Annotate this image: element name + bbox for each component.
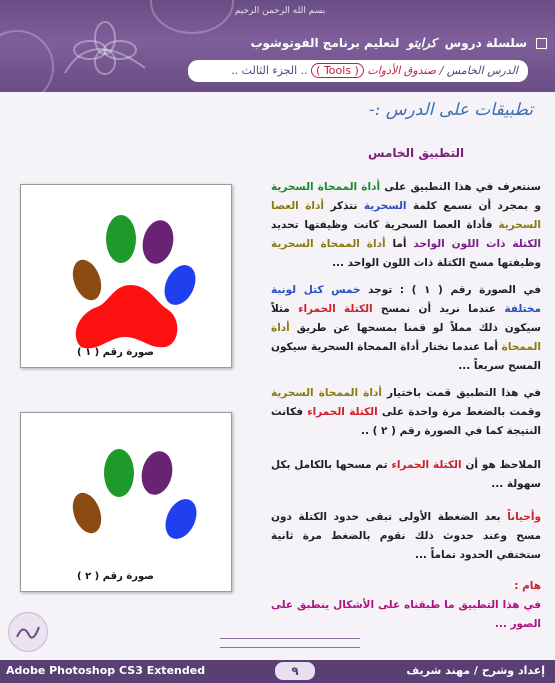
note-label [271, 577, 541, 596]
figure-2 [20, 412, 232, 592]
p2-segment: الكتلة الحمراء [298, 303, 373, 315]
p2-segment: توجد [360, 284, 400, 296]
p5-segment: وأحياناً [507, 511, 541, 523]
paragraph-3 [271, 384, 541, 441]
footer-divider [220, 638, 360, 648]
p1-segment: السحرية [363, 200, 407, 212]
p4-segment: تم مسحها بالكامل بكل سهولة ... [271, 459, 541, 490]
paw-image-2 [21, 413, 231, 591]
lesson-topic: صندوق الأدوات [367, 64, 437, 77]
paragraph-4 [271, 456, 541, 494]
p1-segment: أما [385, 238, 414, 250]
lesson-part: .. الجزء الثالث .. [231, 64, 308, 77]
paragraph-5 [271, 508, 541, 565]
flower-decoration-icon [60, 18, 150, 78]
paw-toe-purple [139, 217, 177, 266]
p1-segment: وظيفتها مسح الكتلة ذات اللون الواحد ... [332, 257, 541, 269]
p1-segment: الكتلة ذات اللون الواحد [413, 238, 541, 250]
figure-1 [20, 184, 232, 368]
p2-segment: في الصورة رقم ( ١ ) : [399, 284, 541, 296]
paw-toe-brown [68, 489, 107, 537]
figure-1-caption: صورة رقم ( ١ ) [77, 347, 154, 358]
p1-segment: نتذكر [324, 200, 364, 212]
footer-author: إعداد وشرح / مهند شريف [406, 664, 545, 677]
author-logo [8, 612, 48, 652]
lesson-bar [188, 60, 528, 82]
swirl-decoration [0, 30, 54, 104]
p6-segment: في هذا التطبيق ما طبقناه على الأشكال ينطبق على الصور ... [271, 599, 541, 630]
p2-segment: مثلاً سيكون ذلك مملاً لو قمنا بمسحها عن طريق [271, 303, 541, 334]
series-title-a: سلسلة دروس [444, 36, 527, 50]
basmala-text: بسم الله الرحمن الرحيم [234, 6, 326, 16]
p2-segment: أما عندما نختار أداة الممحاة السحرية سيكون المسح سريعاً ... [271, 341, 541, 372]
p1-segment: سنتعرف في هذا التطبيق على [380, 181, 541, 193]
p2-segment: عندما نريد أن نمسح [372, 303, 505, 315]
paw-toe-brown [68, 256, 107, 304]
p1-segment: أداة العصا السحرية [271, 200, 541, 231]
p4-segment: الكتلة الحمراء [391, 459, 462, 471]
note-label-text: هام : [514, 580, 541, 592]
lesson-topic-en: ( Tools ) [311, 63, 364, 78]
figure-2-caption: صورة رقم ( ٢ ) [77, 571, 154, 582]
paw-toe-blue [158, 260, 201, 310]
application-title: التطبيق الخامس [368, 146, 465, 160]
p2-segment: خمس كتل لونية مختلفة [271, 284, 541, 315]
signature-icon [9, 613, 47, 651]
series-title-b: لتعليم برنامج الفوتوشوب [250, 36, 400, 50]
paragraph-6 [271, 596, 541, 634]
paw-toe-green [106, 215, 136, 263]
p4-segment: الملاحظ هو أن [461, 459, 541, 471]
p3-segment: وقمت بالضغط مرة واحدة على [377, 406, 542, 418]
p5-segment: بعد الضغطة الأولى تبقى حدود الكتلة دون مسح وعند حدوث ذلك نقوم بالضغط مرة ثانية ستختفي الحدود تماماً ... [271, 511, 541, 561]
paw-toe-green [104, 449, 134, 497]
page-header [0, 0, 555, 92]
p1-segment: أداة الممحاة السحرية [271, 238, 386, 250]
p3-segment: في هذا التطبيق قمت باختيار [381, 387, 542, 399]
p1-segment: أداة الممحاة السحرية [271, 181, 381, 193]
p1-segment: و بمجرد أن نسمع كلمة [406, 200, 542, 212]
series-title [250, 36, 527, 50]
paw-toe-purple [138, 448, 176, 497]
page-footer [0, 660, 555, 683]
p1-segment: فأداة العصا السحرية كانت وظيفتها تحديد [271, 219, 499, 231]
section-title: تطبيقات على الدرس :- [368, 100, 533, 120]
lesson-number: الدرس الخامس / [439, 64, 518, 77]
paw-toe-blue [159, 494, 202, 544]
p3-segment: الكتلة الحمراء [307, 406, 378, 418]
paragraph-1 [271, 178, 541, 273]
p3-segment: فكانت النتيجة كما في الصورة رقم ( ٢ ) .. [271, 406, 541, 437]
paw-image-1 [21, 185, 231, 367]
signature-logo: كرايتو [407, 36, 437, 50]
paragraph-2 [271, 281, 541, 376]
p2-segment: أداة الممحاة [271, 322, 541, 353]
page-number: ٩ [275, 662, 315, 680]
footer-software-name: Adobe Photoshop CS3 Extended [6, 664, 206, 677]
checkbox-icon [536, 38, 547, 49]
p3-segment: أداة الممحاة السحرية [271, 387, 382, 399]
